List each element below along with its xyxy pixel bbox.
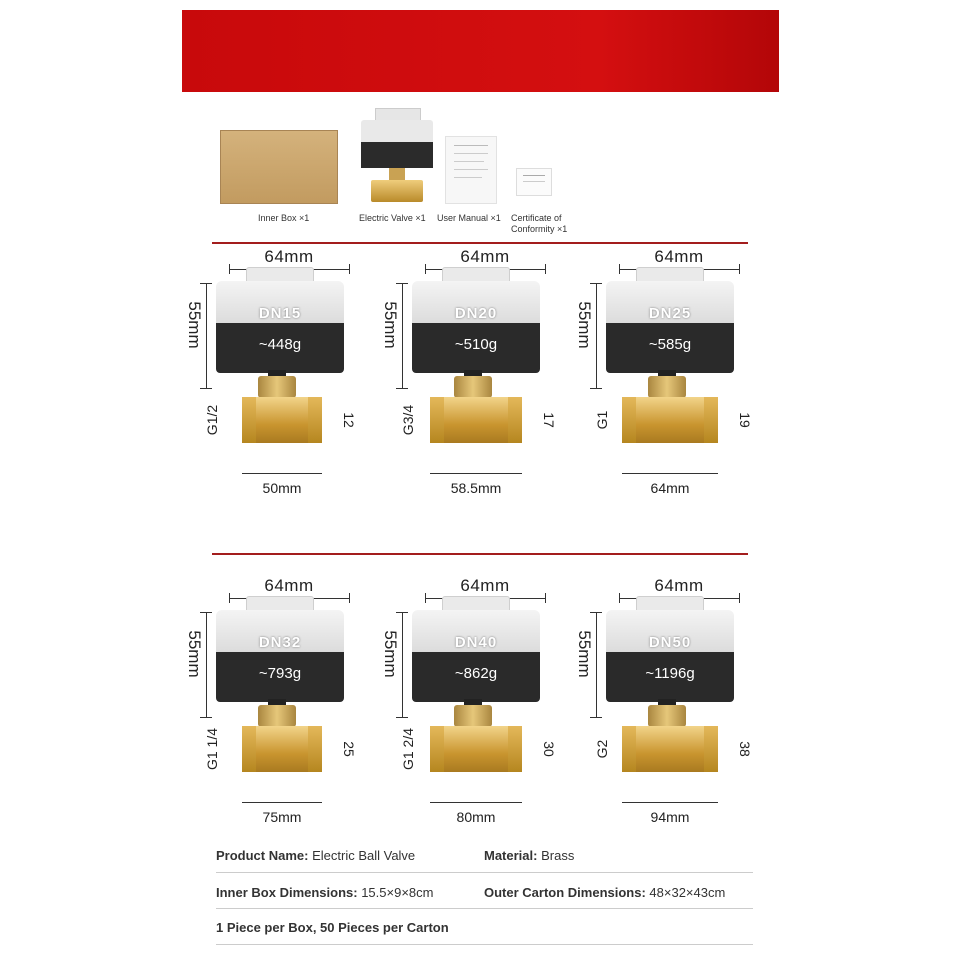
width-dimension — [604, 576, 794, 596]
product-name-value: Electric Ball Valve — [312, 848, 416, 863]
length-line — [242, 802, 322, 803]
dimension-tick — [590, 283, 602, 284]
actuator-head — [216, 267, 344, 373]
valve-end — [430, 726, 444, 772]
width-dimension — [214, 576, 404, 596]
width-label: 64mm — [654, 247, 704, 266]
bore-label: 30 — [541, 741, 557, 757]
width-label: 64mm — [654, 576, 704, 595]
valve-end — [308, 397, 322, 443]
valve-stem — [454, 376, 492, 398]
actuator-head — [412, 596, 540, 702]
bore-label: 17 — [541, 412, 557, 428]
package-item-label: User Manual ×1 — [437, 213, 501, 223]
dimension-tick — [590, 388, 602, 389]
weight-label: ~510g — [454, 336, 498, 353]
dimension-tick — [200, 612, 212, 613]
length-label: 50mm — [262, 480, 302, 496]
valve-body — [430, 726, 522, 772]
width-dimension — [604, 247, 794, 267]
dimension-tick — [200, 283, 212, 284]
dn-size-label: DN32 — [258, 634, 302, 651]
height-dimension — [572, 604, 598, 714]
valve-end — [704, 726, 718, 772]
thread-size-label: G1 2/4 — [400, 727, 416, 771]
inner-box-image — [220, 130, 338, 204]
height-label: 55mm — [381, 630, 400, 678]
height-dimension — [182, 275, 208, 385]
thread-size-label: G2 — [594, 739, 610, 759]
length-line — [430, 473, 522, 474]
spec-divider — [216, 944, 753, 945]
length-label: 58.5mm — [450, 480, 502, 496]
user-manual-image — [445, 136, 497, 204]
dimension-tick — [396, 283, 408, 284]
package-item-label: Electric Valve ×1 — [359, 213, 426, 223]
length-label: 80mm — [456, 809, 496, 825]
dimension-line — [596, 612, 597, 718]
dn-size-label: DN50 — [648, 634, 692, 651]
valve-end — [704, 397, 718, 443]
width-dimension — [410, 576, 600, 596]
dimension-tick — [590, 612, 602, 613]
width-label: 64mm — [460, 247, 510, 266]
valve-stem — [258, 376, 296, 398]
height-label: 55mm — [381, 301, 400, 349]
width-dimension — [410, 247, 600, 267]
height-label: 55mm — [575, 630, 594, 678]
length-label: 75mm — [262, 809, 302, 825]
valve-end — [508, 397, 522, 443]
valve-end — [622, 726, 636, 772]
outer-carton-value: 48×32×43cm — [649, 885, 726, 900]
height-dimension — [378, 604, 404, 714]
weight-label: ~585g — [648, 336, 692, 353]
outer-carton-label: Outer Carton Dimensions: — [484, 885, 646, 900]
thread-size-label: G1/2 — [204, 404, 220, 436]
valve-stem — [648, 705, 686, 727]
dimension-tick — [349, 593, 350, 603]
valve-end — [242, 397, 256, 443]
weight-label: ~862g — [454, 665, 498, 682]
bore-label: 25 — [341, 741, 357, 757]
dimension-tick — [396, 717, 408, 718]
valve-end — [242, 726, 256, 772]
valve-end — [430, 397, 444, 443]
bore-label: 12 — [341, 412, 357, 428]
dimension-line — [596, 283, 597, 389]
thread-size-label: G1 1/4 — [204, 727, 220, 771]
spec-divider — [216, 908, 753, 909]
height-label: 55mm — [185, 301, 204, 349]
dimension-tick — [200, 717, 212, 718]
valve-stem — [454, 705, 492, 727]
valve-variant — [575, 576, 794, 826]
height-label: 55mm — [575, 301, 594, 349]
dimension-line — [402, 283, 403, 389]
thread-size-label: G1 — [594, 410, 610, 430]
dimension-tick — [739, 593, 740, 603]
dimension-tick — [545, 593, 546, 603]
valve-body — [430, 397, 522, 443]
height-label: 55mm — [185, 630, 204, 678]
width-label: 64mm — [264, 247, 314, 266]
divider — [212, 553, 748, 555]
dimension-line — [206, 612, 207, 718]
material-value: Brass — [541, 848, 575, 863]
inner-box-value: 15.5×9×8cm — [361, 885, 434, 900]
weight-label: ~448g — [258, 336, 302, 353]
product-name-row — [216, 848, 415, 863]
dn-size-label: DN20 — [454, 305, 498, 322]
packing-row — [216, 920, 449, 935]
valve-body — [622, 726, 718, 772]
dimension-tick — [349, 264, 350, 274]
dimension-tick — [739, 264, 740, 274]
length-line — [430, 802, 522, 803]
weight-label: ~793g — [258, 665, 302, 682]
inner-box-label: Inner Box Dimensions: — [216, 885, 358, 900]
spec-divider — [216, 872, 753, 873]
inner-box-row — [216, 885, 433, 900]
valve-stem — [258, 705, 296, 727]
material-label: Material: — [484, 848, 538, 863]
height-dimension — [572, 275, 598, 385]
divider — [212, 242, 748, 244]
dimension-line — [206, 283, 207, 389]
material-row — [484, 848, 574, 863]
bore-label: 19 — [737, 412, 753, 428]
dimension-tick — [590, 717, 602, 718]
width-label: 64mm — [460, 576, 510, 595]
actuator-head — [216, 596, 344, 702]
dimension-tick — [200, 388, 212, 389]
valve-end — [622, 397, 636, 443]
thread-size-label: G3/4 — [400, 404, 416, 436]
valve-end — [508, 726, 522, 772]
package-item-label: Inner Box ×1 — [258, 213, 310, 223]
bore-label: 38 — [737, 741, 753, 757]
certificate-image — [516, 168, 552, 196]
electric-valve-image — [361, 108, 433, 204]
weight-label: ~1196g — [645, 665, 695, 682]
valve-variant — [185, 247, 404, 497]
valve-stem — [648, 376, 686, 398]
dimension-tick — [396, 612, 408, 613]
valve-body — [622, 397, 718, 443]
height-dimension — [182, 604, 208, 714]
valve-end — [308, 726, 322, 772]
length-line — [242, 473, 322, 474]
dn-size-label: DN15 — [258, 305, 302, 322]
dn-size-label: DN40 — [454, 634, 498, 651]
width-label: 64mm — [264, 576, 314, 595]
dimension-line — [402, 612, 403, 718]
length-line — [622, 473, 718, 474]
valve-body — [242, 397, 322, 443]
actuator-head — [606, 267, 734, 373]
dimension-tick — [545, 264, 546, 274]
dimension-tick — [396, 388, 408, 389]
actuator-head — [412, 267, 540, 373]
length-label: 64mm — [650, 480, 690, 496]
valve-variant — [185, 576, 404, 826]
red-banner — [182, 10, 779, 92]
valve-variant — [575, 247, 794, 497]
height-dimension — [378, 275, 404, 385]
dn-size-label: DN25 — [648, 305, 692, 322]
package-item-label: Certificate of Conformity ×1 — [511, 213, 568, 234]
actuator-head — [606, 596, 734, 702]
packing-info: 1 Piece per Box, 50 Pieces per Carton — [216, 920, 449, 935]
length-line — [622, 802, 718, 803]
product-name-label: Product Name: — [216, 848, 309, 863]
length-label: 94mm — [650, 809, 690, 825]
width-dimension — [214, 247, 404, 267]
outer-carton-row — [484, 885, 725, 900]
valve-body — [242, 726, 322, 772]
